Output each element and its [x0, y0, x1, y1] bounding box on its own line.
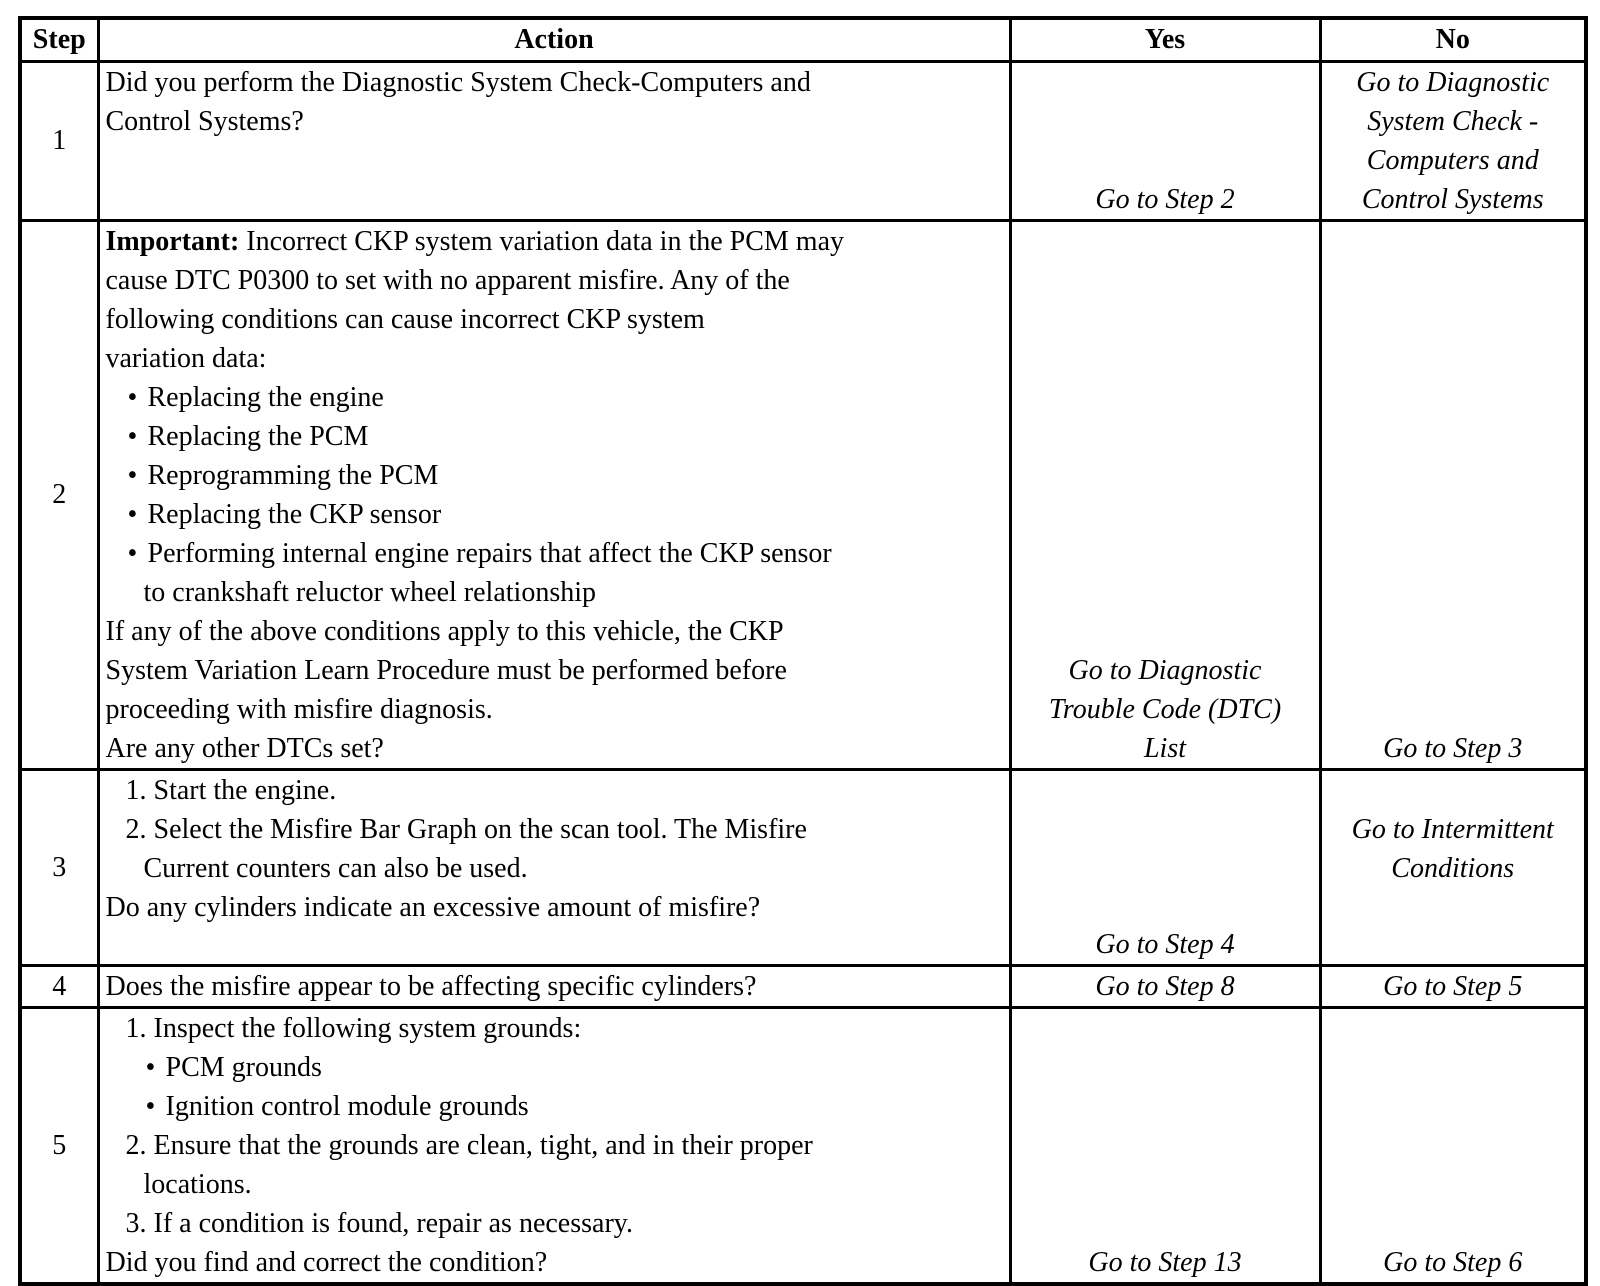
yes-cell[interactable] — [1010, 221, 1320, 770]
no-link[interactable]: Go to Step 3 — [1383, 733, 1523, 764]
bullet-item: • Replacing the engine — [106, 378, 1003, 417]
numbered-step: 1. Inspect the following system grounds: — [125, 1013, 582, 1044]
yes-cell — [1010, 1008, 1320, 1285]
bullet-item: • PCM grounds — [106, 1048, 1003, 1087]
no-cell — [1320, 221, 1586, 770]
table-row — [20, 62, 1586, 221]
header-yes: Yes — [1010, 18, 1320, 62]
yes-link-line: Go to Diagnostic — [1068, 655, 1262, 686]
no-link[interactable]: Go to Step 5 — [1383, 971, 1523, 1002]
action-question: Did you find and correct the condition? — [105, 1247, 548, 1278]
action-question: Does the misfire appear to be affecting specific cylinders? — [105, 971, 757, 1002]
no-link-line: Computers and — [1366, 145, 1539, 176]
table-row — [20, 1008, 1586, 1285]
header-row — [20, 18, 1586, 62]
bullet-item: • Replacing the PCM — [106, 417, 1003, 456]
no-cell — [1320, 966, 1586, 1008]
numbered-step-continuation: locations. — [143, 1169, 252, 1200]
table-row — [20, 770, 1586, 966]
yes-cell — [1010, 770, 1320, 966]
no-link-line: Go to Intermittent — [1351, 814, 1554, 845]
important-note — [106, 222, 1003, 261]
table-row — [20, 221, 1586, 770]
no-cell[interactable] — [1320, 770, 1586, 966]
header-action: Action — [98, 18, 1010, 62]
action-line: Did you perform the Diagnostic System Check-Computers and — [105, 67, 811, 98]
no-cell[interactable] — [1320, 62, 1586, 221]
yes-link[interactable]: Go to Step 8 — [1095, 971, 1235, 1002]
no-link-line: System Check - — [1367, 106, 1539, 137]
action-line: proceeding with misfire diagnosis. — [105, 694, 493, 725]
action-cell — [98, 966, 1010, 1008]
bullet-continuation: to crankshaft reluctor wheel relationship — [143, 577, 596, 608]
bullet-dot-icon: • — [145, 1052, 156, 1083]
action-cell — [98, 62, 1010, 221]
numbered-step: 1. Start the engine. — [125, 775, 337, 806]
step-number: 4 — [20, 966, 98, 1008]
no-cell — [1320, 1008, 1586, 1285]
step-number: 3 — [20, 770, 98, 966]
important-label: Important: — [105, 226, 240, 257]
action-question: Do any cylinders indicate an excessive amount of misfire? — [105, 892, 761, 923]
bullet-dot-icon: • — [127, 499, 138, 530]
numbered-step: 3. If a condition is found, repair as necessary. — [125, 1208, 633, 1239]
bullet-dot-icon: • — [127, 382, 138, 413]
action-line: following conditions can cause incorrect CKP system — [105, 304, 705, 335]
step-number: 1 — [20, 62, 98, 221]
yes-link[interactable]: Go to Step 4 — [1095, 929, 1235, 960]
numbered-step: 2. Select the Misfire Bar Graph on the scan tool. The Misfire — [125, 814, 807, 845]
action-cell — [98, 770, 1010, 966]
yes-link-line: Trouble Code (DTC) — [1048, 694, 1282, 725]
no-link-line: Go to Diagnostic — [1356, 67, 1550, 98]
diagnostic-table — [18, 16, 1588, 1286]
table-row — [20, 966, 1586, 1008]
action-cell — [98, 1008, 1010, 1285]
yes-cell — [1010, 966, 1320, 1008]
important-text: Incorrect CKP system variation data in the PCM may — [239, 226, 844, 257]
yes-link[interactable]: Go to Step 2 — [1095, 184, 1235, 215]
numbered-step-continuation: Current counters can also be used. — [143, 853, 528, 884]
bullet-dot-icon: • — [145, 1091, 156, 1122]
header-step: Step — [20, 18, 98, 62]
bullet-item: • Replacing the CKP sensor — [106, 495, 1003, 534]
header-no: No — [1320, 18, 1586, 62]
no-link[interactable]: Go to Step 6 — [1383, 1247, 1523, 1278]
action-question: Are any other DTCs set? — [105, 733, 384, 764]
action-line: If any of the above conditions apply to this vehicle, the CKP — [105, 616, 784, 647]
yes-cell — [1010, 62, 1320, 221]
action-line: cause DTC P0300 to set with no apparent misfire. Any of the — [105, 265, 790, 296]
action-line: System Variation Learn Procedure must be performed before — [105, 655, 787, 686]
bullet-item: • Performing internal engine repairs that affect the CKP sensor — [106, 534, 1003, 573]
bullet-dot-icon: • — [127, 538, 138, 569]
numbered-step: 2. Ensure that the grounds are clean, tight, and in their proper — [125, 1130, 813, 1161]
bullet-item: • Reprogramming the PCM — [106, 456, 1003, 495]
step-number: 5 — [20, 1008, 98, 1285]
action-cell — [98, 221, 1010, 770]
no-link-line: Control Systems — [1361, 184, 1544, 215]
bullet-dot-icon: • — [127, 421, 138, 452]
yes-link[interactable]: Go to Step 13 — [1088, 1247, 1242, 1278]
no-link-line: Conditions — [1391, 853, 1515, 884]
step-number: 2 — [20, 221, 98, 770]
bullet-item: • Ignition control module grounds — [106, 1087, 1003, 1126]
action-line: Control Systems? — [105, 106, 304, 137]
yes-link-line: List — [1143, 733, 1187, 764]
bullet-dot-icon: • — [127, 460, 138, 491]
action-line: variation data: — [105, 343, 267, 374]
